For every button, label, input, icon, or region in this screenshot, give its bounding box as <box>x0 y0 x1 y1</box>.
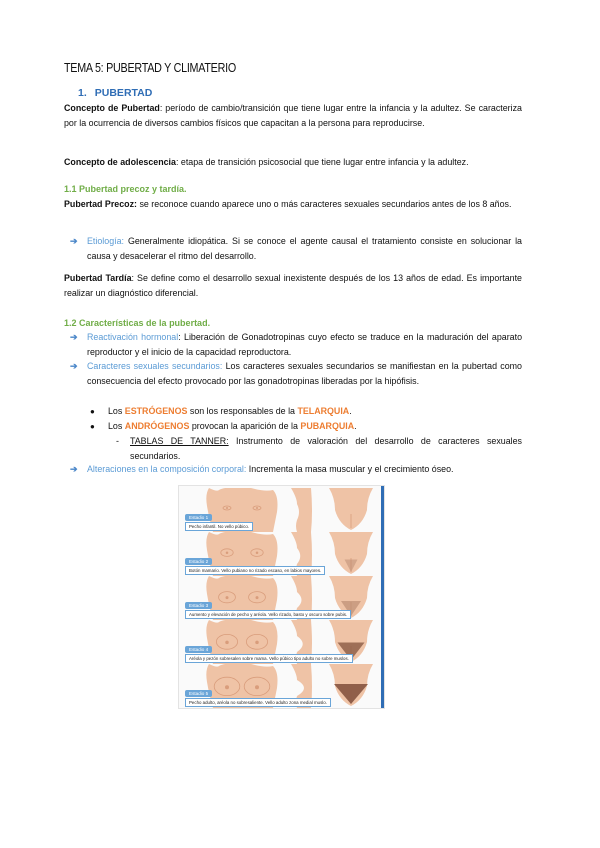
torso-side <box>291 488 312 532</box>
areola <box>225 685 229 689</box>
bullet-text: provocan la aparición de la <box>189 421 301 431</box>
paragraph-pubertad-tardia <box>64 271 522 301</box>
areola <box>226 596 229 599</box>
section-label: PUBERTAD <box>94 87 153 99</box>
term-label: Caracteres sexuales secundarios: <box>87 361 223 371</box>
term-label: Pubertad Precoz: <box>64 199 137 209</box>
arrow-right-icon: ➔ <box>70 332 78 342</box>
arrow-right-icon: ➔ <box>70 361 78 371</box>
areola <box>255 641 259 645</box>
areola <box>256 596 259 599</box>
bullet-text: . <box>354 421 357 431</box>
tanner-stage <box>179 532 381 576</box>
section-number: 1. <box>78 87 87 99</box>
term-text: : etapa de transición psicosocial que tiene lugar entre infancia y la adultez. <box>175 157 469 167</box>
paragraph-pubertad-precoz <box>64 197 522 212</box>
stage-tag: Estadio 1 <box>185 514 212 521</box>
stage-tag: Estadio 3 <box>185 602 212 609</box>
bullet-icon: ● <box>90 407 95 416</box>
bullet-androgenos <box>90 419 522 434</box>
bullet-text: son los responsables de la <box>187 406 298 416</box>
arrow-item-etiologia <box>70 234 522 264</box>
stage-caption: Aréola y pezón sobresalen sobre mama. Vello púbico tipo adulto no sobre muslos. <box>185 654 353 663</box>
paragraph-concepto-adolescencia <box>64 155 522 170</box>
arrow-item-reactivacion <box>70 330 522 360</box>
tanner-stage <box>179 488 381 532</box>
areola <box>256 552 259 555</box>
tanner-stage <box>179 664 381 708</box>
section-heading-pubertad <box>78 87 152 99</box>
areola <box>225 641 229 645</box>
stage-caption: Aumento y elevación de pecho y aréola. Vello rizado, basto y oscuro sobre pubis. <box>185 610 351 619</box>
tanner-stage <box>179 576 381 620</box>
areola <box>255 685 259 689</box>
term-text: Generalmente idiopática. Si se conoce el agente causal el tratamiento consiste en solucionar la causa y desacelerar el ritmo del desarrollo. <box>87 236 522 262</box>
dash-item-tanner <box>116 434 522 464</box>
stage-caption: Pecho adulto, aréola no sobresaliente. Vello adulto zona medial muslo. <box>185 698 331 707</box>
term-text: Instrumento de valoración del desarrollo de caracteres sexuales secundarios. <box>130 436 522 462</box>
term-label: Alteraciones en la composición corporal: <box>87 464 247 474</box>
stage-tag: Estadio 4 <box>185 646 212 653</box>
dash-marker: - <box>116 436 119 446</box>
term-label: TABLAS DE TANNER: <box>130 436 229 446</box>
highlight-androgenos: ANDRÓGENOS <box>124 421 190 431</box>
term-text: se reconoce cuando aparece uno o más caracteres sexuales secundarios antes de los 8 años. <box>137 199 512 209</box>
bullet-text: Los <box>108 421 125 431</box>
term-label: Concepto de adolescencia <box>64 157 176 167</box>
bullet-text: Los <box>108 406 125 416</box>
term-text: Incrementa la masa muscular y el crecimiento óseo. <box>246 464 454 474</box>
arrow-right-icon: ➔ <box>70 236 78 246</box>
tanner-stage <box>179 620 381 664</box>
bullet-estrogenos <box>90 404 522 419</box>
subheading-pubertad-precoz-tardia: 1.1 Pubertad precoz y tardía. <box>64 184 187 194</box>
arrow-item-alteraciones <box>70 462 522 477</box>
arrow-item-caracteres <box>70 359 522 389</box>
highlight-telarquia: TELARQUIA <box>297 406 350 416</box>
page-title: TEMA 5: PUBERTAD Y CLIMATERIO <box>64 61 236 75</box>
highlight-estrogenos: ESTRÓGENOS <box>124 406 188 416</box>
bullet-text: . <box>349 406 352 416</box>
subheading-caracteristicas: 1.2 Características de la pubertad. <box>64 318 211 328</box>
stage-caption: Pecho infantil. No vello púbico. <box>185 522 253 531</box>
term-text: : período de cambio/transición que tiene lugar entre la infancia y la adultez. Se caracteriza por la ocurrencia de diversos cambios físicos que capacitan a la persona para reproducirse. <box>64 103 522 129</box>
term-label: Reactivación hormonal <box>87 332 179 342</box>
term-text: : Se define como el desarrollo sexual inexistente después de los 13 años de edad. Es importante realizar un diagnóstico diferencial. <box>64 273 522 299</box>
areola <box>226 507 228 509</box>
bullet-icon: ● <box>90 422 95 431</box>
areola <box>226 552 229 555</box>
stage-caption: Botón mamario. Vello pubiano no rizado escaso, en labios mayores. <box>185 566 325 575</box>
highlight-pubarquia: PUBARQUIA <box>300 421 355 431</box>
term-label: Etiología: <box>87 236 125 246</box>
term-text: : Liberación de Gonadotropinas cuyo efecto se traduce en la maduración del aparato reproductor y el inicio de la capacidad reproductora. <box>87 332 523 358</box>
term-text: Los caracteres sexuales secundarios se manifiestan en la pubertad como consecuencia del efecto provocado por las gonadotropinas liberadas por la hipófisis. <box>87 361 522 387</box>
term-label: Pubertad Tardía <box>64 273 132 283</box>
stage-tag: Estadio 2 <box>185 558 212 565</box>
arrow-right-icon: ➔ <box>70 464 78 474</box>
stage-tag: Estadio 5 <box>185 690 212 697</box>
paragraph-concepto-pubertad <box>64 101 522 131</box>
areola <box>256 507 258 509</box>
tanner-stages-figure <box>178 485 385 709</box>
figure-accent-bar <box>381 486 384 708</box>
term-label: Concepto de Pubertad <box>64 103 160 113</box>
